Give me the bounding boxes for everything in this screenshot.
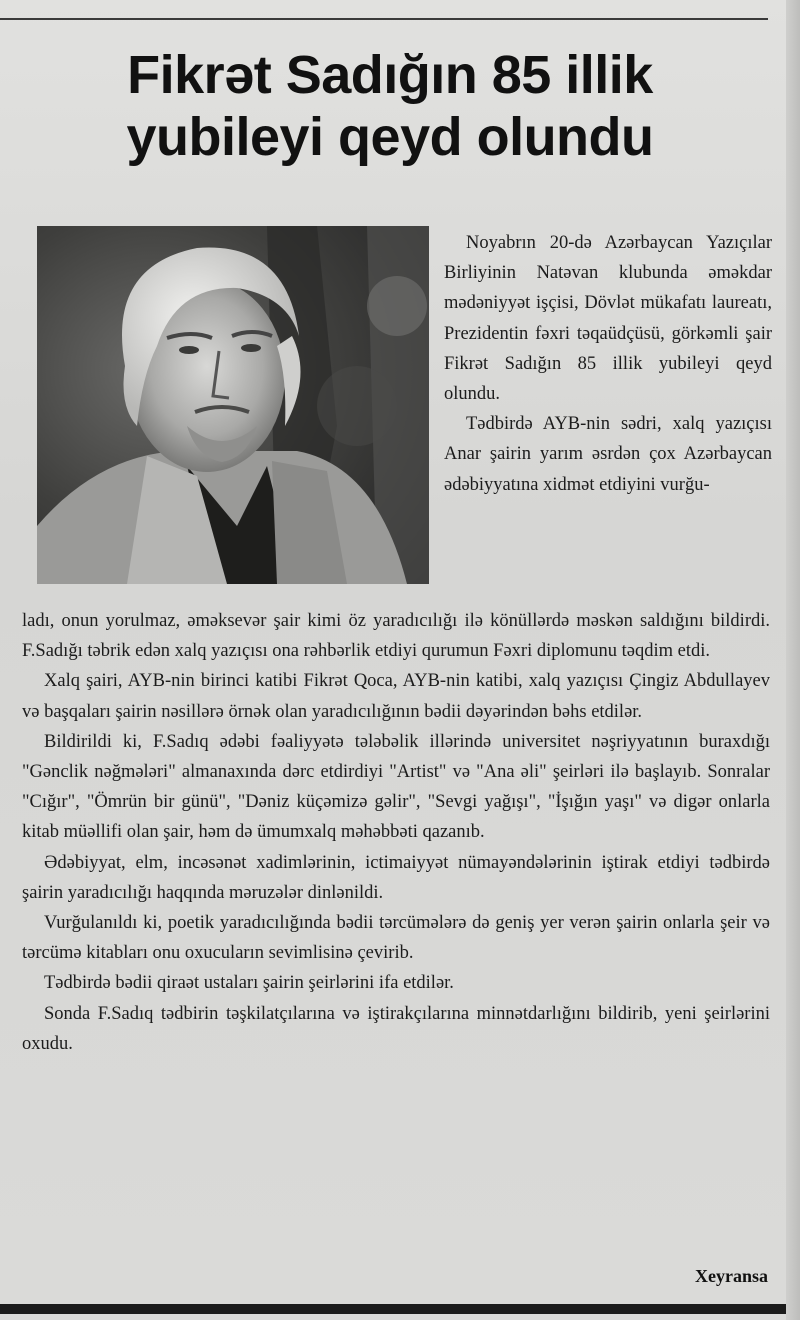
paragraph-3: Xalq şairi, AYB-nin birinci katibi Fikrət Qoca, AYB-nin katibi, xalq yazıçısı Çingiz Abdullayev və başqaları şairin nəsillərə örnək olan yaradıcılığının bədii dəyərindən bəhs etdilər. (22, 671, 770, 722)
bottom-rule (0, 1304, 790, 1314)
paragraph-2-continued: ladı, onun yorulmaz, əməksevər şair kimi öz yaradıcılığı ilə könüllərdə məskən saldığını bildirdi. F.Sadığı təbrik edən xalq yazıçısı ona rəhbərlik etdiyi qurumun Fəxri diplomunu təqdim etdi. (22, 611, 770, 662)
page-edge (786, 0, 800, 1320)
article-body-right-column (444, 228, 772, 500)
headline-line-2: yubileyi qeyd olundu (126, 107, 654, 167)
paragraph-2: Tədbirdə AYB-nin sədri, xalq yazıçısı Anar şairin yarım əsrdən çox Azərbaycan ədəbiyyatına xidmət etdiyini vurğu- (444, 414, 772, 495)
top-rule (0, 18, 768, 20)
paragraph-5: Ədəbiyyat, elm, incəsənət xadimlərinin, ictimaiyyət nümayəndələrinin iştirak etdiyi tədbirdə şairin yaradıcılığı haqqında məruzələr dinlənildi. (22, 852, 770, 903)
paragraph-8: Sonda F.Sadıq tədbirin təşkilatçılarına və iştirakçılarına minnətdarlığını bildirib, yeni şeirlərini oxudu. (22, 1003, 770, 1054)
paragraph-6: Vurğulanıldı ki, poetik yaradıcılığında bədii tərcümələrə də geniş yer verən şairin onlarla şeir və tərcümə kitabları onu oxucuların sevimlisinə çevirib. (22, 913, 770, 964)
article-body-full-width (22, 606, 770, 1059)
paragraph-4: Bildirildi ki, F.Sadıq ədəbi fəaliyyətə tələbəlik illərində universitet nəşriyyatının buraxdığı "Gənclik nəğmələri" almanaxında dərc etdirdiyi "Artist" və "Ana əli" şeirləri ilə başlayıb. Sonralar "Cığır", "Ömrün bir günü", "Dəniz küçəmizə gəlir", "Sevgi yağışı", "İşığın yaşı" və digər onlarla kitab müəllifi olan şair, həm də ümumxalq məhəbbəti qazanıb. (22, 731, 770, 843)
author-signature: Xeyransa (695, 1266, 768, 1286)
portrait-photo (37, 226, 429, 584)
paragraph-1: Noyabrın 20-də Azərbaycan Yazıçılar Birliyinin Natəvan klubunda əməkdar mədəniyyət işçisi, Dövlət mükafatı laureatı, Prezidentin fəxri təqaüdçüsü, görkəmli şair Fikrət Sadığın 85 illik yubileyi qeyd olundu. (444, 233, 772, 405)
paragraph-7: Tədbirdə bədii qiraət ustaları şairin şeirlərini ifa etdilər. (44, 973, 454, 994)
article-headline (40, 44, 740, 168)
headline-line-1: Fikrət Sadığın 85 illik (127, 45, 653, 105)
